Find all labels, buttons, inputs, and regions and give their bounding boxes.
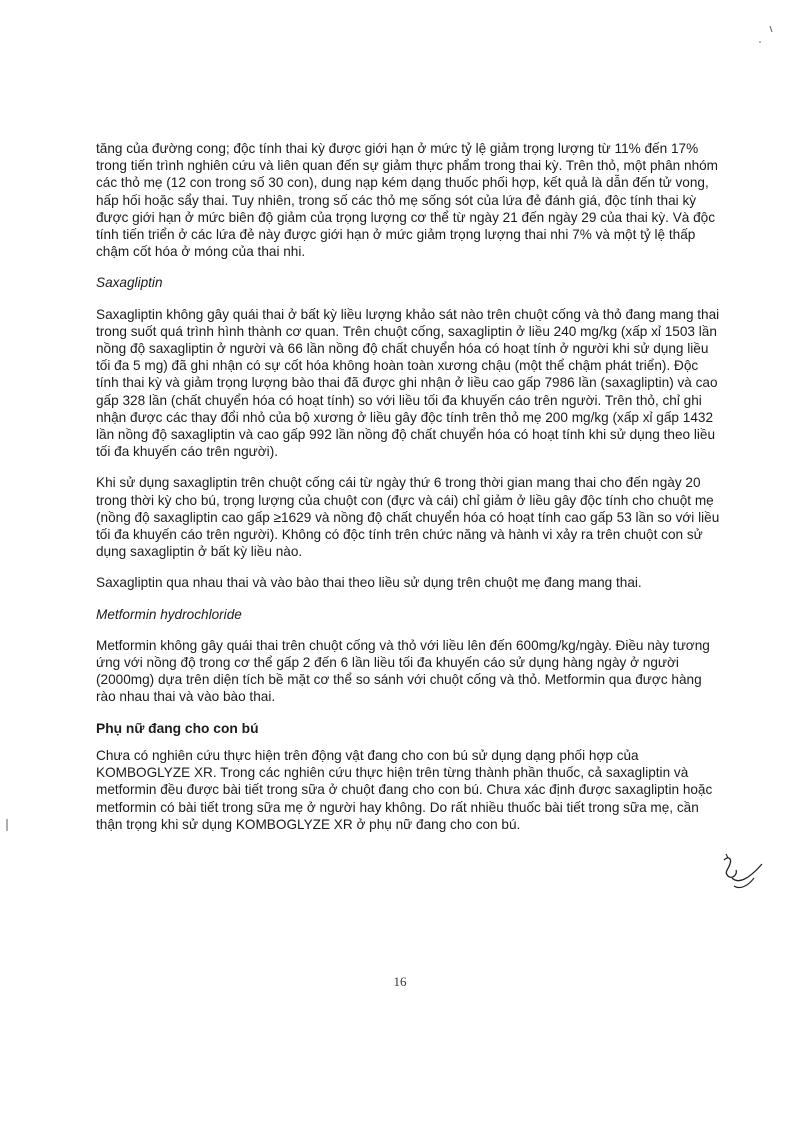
saxagliptin-paragraph-2: Khi sử dụng saxagliptin trên chuột cống cái từ ngày thứ 6 trong thời gian mang thai cho đến ngày 20 trong thời kỳ cho bú, trọng lượng của chuột con (đực và cái) chỉ giảm ở liều gây độc tính cho chuột mẹ (nồng độ saxagliptin cao gấp ≥1629 và nồng độ chất chuyển hóa có hoạt tính cao gấp 53 lần so với liều tối đa khuyến cáo trên người). Không có độc tính trên chức năng và hành vi xảy ra trên chuột con sử dụng saxagliptin ở bất kỳ liều nào. — [96, 475, 720, 560]
page-number: 16 — [393, 974, 407, 989]
scan-mark-icon — [750, 20, 780, 50]
section-heading-metformin: Metformin hydrochloride — [96, 606, 242, 622]
section-heading-nursing: Phụ nữ đang cho con bú — [96, 720, 259, 736]
metformin-paragraph-1: Metformin không gây quái thai trên chuột cống và thỏ với liều lên đến 600mg/kg/ngày. Điều này tương ứng với nồng độ trong cơ thể gấp 2 đến 6 lần liều tối đa khuyến cáo sử dụng hàng ngày ở người (2000mg) dựa trên diện tích bề mặt cơ thể so sánh với chuột cống và thỏ. Metformin qua được hàng rào nhau thai và vào bào thai. — [96, 637, 710, 705]
nursing-paragraph-1: Chưa có nghiên cứu thực hiện trên động vật đang cho con bú sử dụng dạng phối hợp của KOMBOGLYZE XR. Trong các nghiên cứu thực hiện trên từng thành phần thuốc, cả saxagliptin và metformin đều được bài tiết trong sữa ở chuột đang cho con bú. Chưa xác định được saxagliptin hoặc metformin có bài tiết trong sữa mẹ ở người hay không. Do rất nhiều thuốc bài tiết trong sữa mẹ, cần thận trọng khi sử dụng KOMBOGLYZE XR ở phụ nữ đang cho con bú. — [96, 747, 713, 832]
margin-mark — [4, 818, 10, 832]
section-heading-saxagliptin: Saxagliptin — [96, 275, 163, 291]
saxagliptin-paragraph-1: Saxagliptin không gây quái thai ở bất kỳ liều lượng khảo sát nào trên chuột cống và thỏ đang mang thai trong suốt quá trình hình thành cơ quan. Trên chuột cống, saxagliptin ở liều 240 mg/kg (xấp xỉ 1503 lần nồng độ saxagliptin ở người và 66 lần nồng độ chất chuyển hóa có hoạt tính ở người khi sử dụng liều tối đa 5 mg) đã ghi nhận có sự cốt hóa không hoàn toàn xương chậu (một thể chậm phát triển). Độc tính thai kỳ và giảm trọng lượng bào thai đã được ghi nhận ở liều cao gấp 7986 lần (saxagliptin) và cao gấp 328 lần (chất chuyển hóa có hoạt tính) so với liều tối đa khuyến cáo trên người. Trên thỏ, chỉ ghi nhận được các thay đổi nhỏ của bộ xương ở liều gây độc tính trên thỏ mẹ 200 mg/kg (xấp xỉ gấp 1432 lần nồng độ saxagliptin và cao gấp 992 lần nồng độ chất chuyển hóa có hoạt tính khi sử dụng theo liều tối đa khuyến cáo trên người). — [96, 306, 720, 460]
saxagliptin-paragraph-3: Saxagliptin qua nhau thai và vào bào thai theo liều sử dụng trên chuột mẹ đang mang thai. — [96, 575, 642, 591]
document-body — [96, 140, 721, 847]
handwritten-signature-icon — [718, 850, 766, 894]
intro-paragraph: tăng của đường cong; độc tính thai kỳ được giới hạn ở mức tỷ lệ giảm trọng lượng từ 11% đến 17% trong tiến trình nghiên cứu và liên quan đến sự giảm thực phẩm trong thai kỳ. Trên thỏ, một phân nhóm các thỏ mẹ (12 con trong số 30 con), dung nạp kém dạng thuốc phối hợp, kết quả là dẫn đến tử vong, hấp hối hoặc sẩy thai. Tuy nhiên, trong số các thỏ mẹ sống sót của lứa đẻ đánh giá, độc tính thai kỳ được giới hạn ở mức biên độ giảm của trọng lượng cơ thể từ ngày 21 đến ngày 29 của thai kỳ. Và độc tính tiến triển ở các lứa đẻ này được giới hạn ở mức giảm trọng lượng thai nhi 7% và một tỷ lệ thấp chậm cốt hóa ở móng của thai nhi. — [96, 141, 719, 260]
